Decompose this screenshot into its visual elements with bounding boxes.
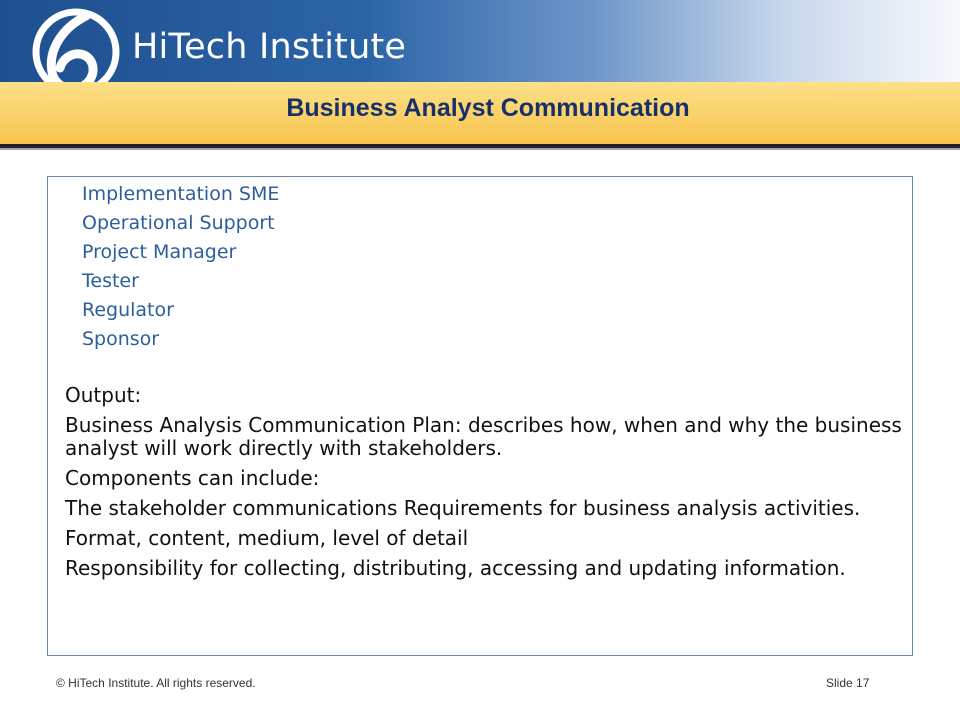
list-item: Regulator xyxy=(82,299,174,321)
communication-plan-text: Business Analysis Communication Plan: describes how, when and why the business analyst will work directly with stakeholders. xyxy=(65,413,902,460)
header-banner xyxy=(0,0,960,82)
list-item: Sponsor xyxy=(82,328,160,350)
stakeholder-list xyxy=(82,180,279,354)
divider xyxy=(0,148,960,150)
list-item: Operational Support xyxy=(82,212,275,234)
list-item: Tester xyxy=(82,270,139,292)
component-item: Format, content, medium, level of detail xyxy=(65,526,469,550)
component-item: Responsibility for collecting, distributing, accessing and updating information. xyxy=(65,556,846,580)
brand-name: HiTech Institute xyxy=(132,27,407,67)
output-label: Output: xyxy=(65,383,142,407)
list-item: Implementation SME xyxy=(82,183,280,205)
slide-title: Business Analyst Communication xyxy=(286,94,690,122)
main-text xyxy=(65,384,905,587)
component-item: The stakeholder communications Requirements for business analysis activities. xyxy=(65,496,861,520)
components-intro: Components can include: xyxy=(65,466,320,490)
footer-copyright: © HiTech Institute. All rights reserved. xyxy=(56,676,256,690)
list-item: Project Manager xyxy=(82,241,237,263)
slide-number: Slide 17 xyxy=(826,676,870,690)
